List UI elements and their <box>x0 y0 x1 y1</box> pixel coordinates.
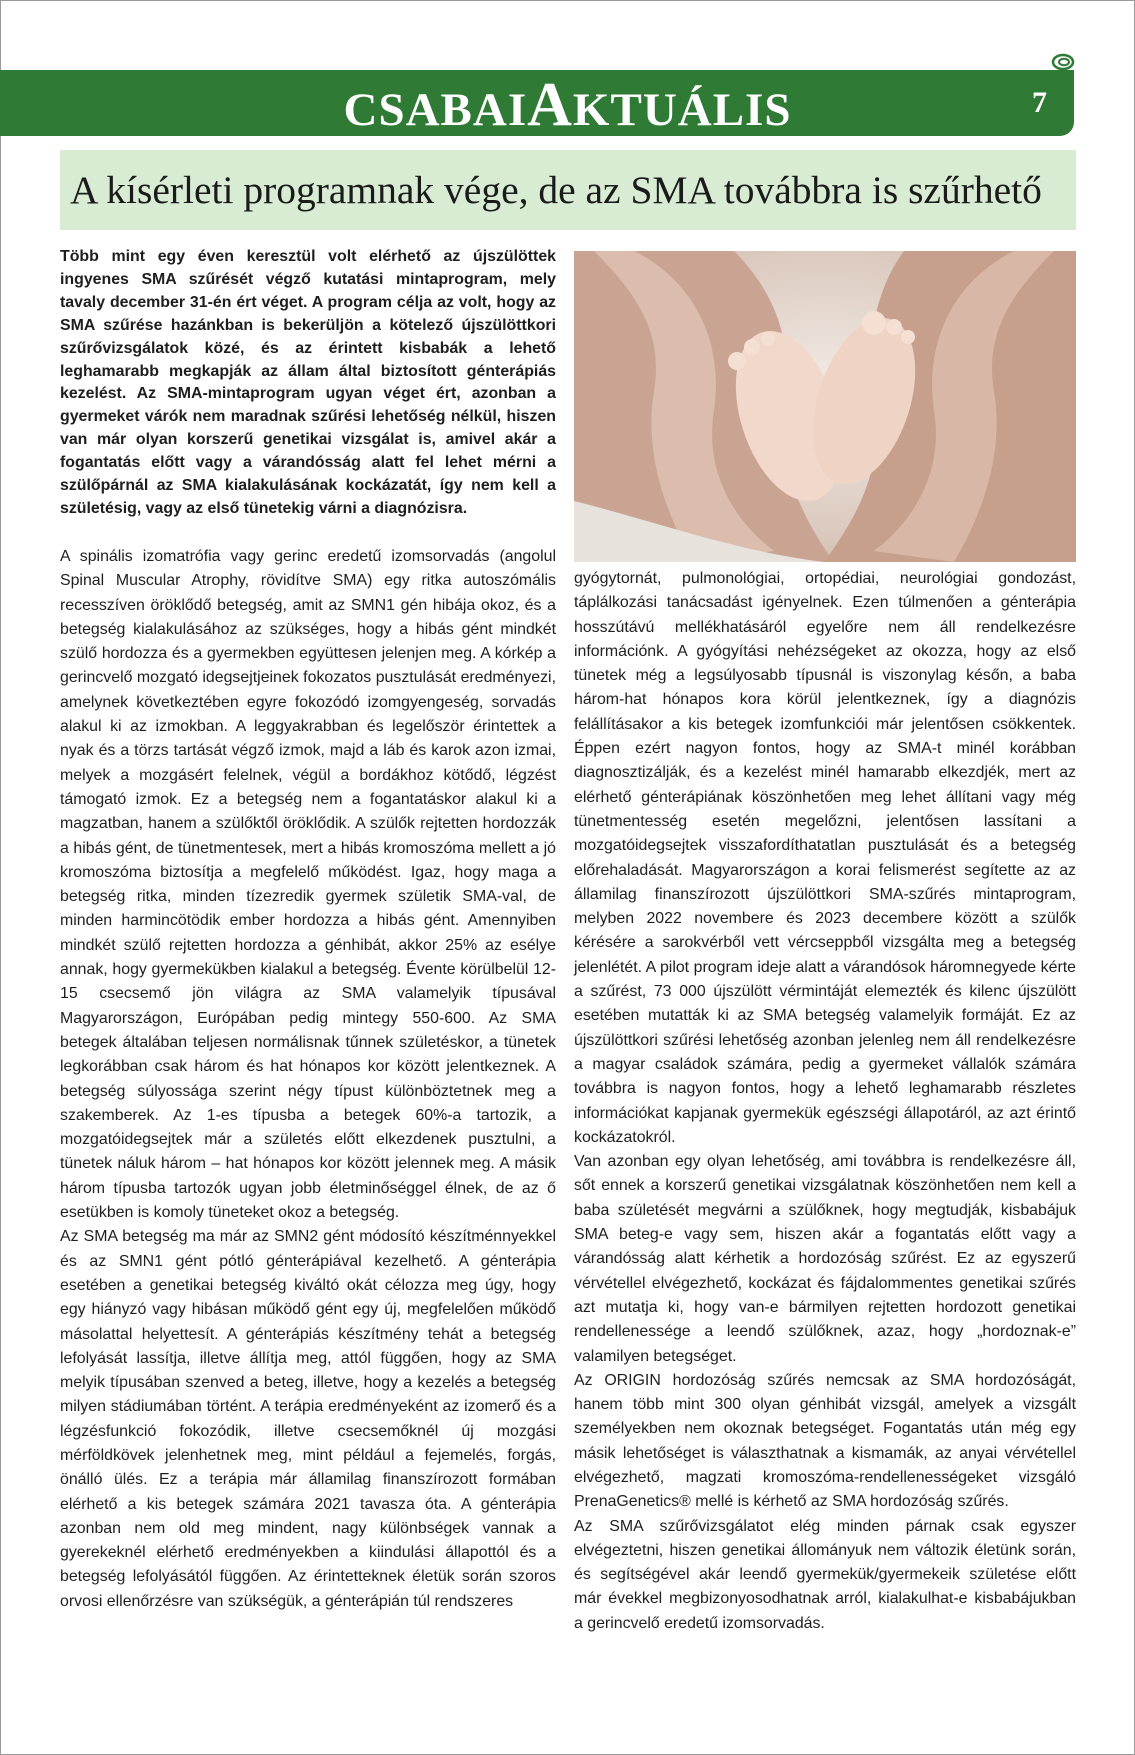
magazine-title <box>0 70 1135 145</box>
baby-feet-photo <box>574 251 1076 562</box>
paragraph: Van azonban egy olyan lehetőség, ami továbbra is rendelkezésre áll, sőt ennek a korszerű genetikai vizsgálatnak köszönhetően nem kell a baba születését megvárni a szülőknek, hogy megtudják, kisbabájuk SMA beteg-e vagy sem, hiszen akár a fogantatás előtt vagy a várandósság alatt kérhetik a hordozóság szűrést. Ez az egyszerű vérvétellel elvégezhető, kockázat és fájdalommentes genetikai szűrés azt mutatja ki, hogy van-e bármilyen rejtetten hordozott genetikai rendellenessége a leendő szülőknek, azaz, hogy „hordoznak-e” valamilyen betegséget. <box>574 1153 1076 1365</box>
page-number: 7 <box>1032 86 1047 119</box>
paragraph: A spinális izomatrófia vagy gerinc eredetű izomsorvadás (angolul Spinal Muscular Atrophy, rövidítve SMA) egy ritka autoszómális recesszíven öröklődő betegség, amit az SMN1 gén hibája okoz, és a betegség kialakulásához az szükséges, hogy a hibás gént mindkét szülő hordozza és a gyermekben együttesen jelenjen meg. A kórkép a gerincvelő mozgató idegsejtjeinek fokozatos pusztulását eredményezi, amelynek következtében egyre fokozódó izomgyengeség, sorvadás alakul ki az izmokban. A leggyakrabban és legelőször érintettek a nyak és a törzs tartását végző izmok, majd a láb és karok azon izmai, melyek a mozgásért felelnek, végül a bordákhoz kötődő, légzést támogató izmok. Ez a betegség nem a fogantatáskor alakul ki a magzatban, hanem a szülőktől öröklődik. A szülők rejtetten hordozzák a hibás gént, de tünetmentesek, mert a hibás kromoszóma mellett a jó kromoszóma biztosítja a megfelelő működést. Igaz, hogy maga a betegség ritka, minden tízezredik gyermek születik SMA-val, de minden harmincötödik ember hordozza a hibás gént. Amennyiben mindkét szülő rejtetten hordozza a génhibát, akkor 25% az esélye annak, hogy gyermekükben kialakul a betegség. Évente körülbelül 12-15 csecsemő jön világra az SMA valamelyik típusával Magyarországon, Európában pedig mintegy 550-600. Az SMA betegek általában teljesen normálisnak tűnnek születéskor, a tünetek legkorábban csak három és hat hónapos kor között jelentkeznek. A betegség súlyossága szerint négy típust különböztetnek meg a szakemberek. Az 1-es típusba a betegek 60%-a tartozik, a mozgatóidegsejtek már a születés előtt elkezdenek pusztulni, a tünetek náluk három – hat hónapos kor között jelennek meg. A másik három típusba tartozók ugyan jobb életminőséggel élnek, de az ő esetükben is komoly tüneteket okoz a betegség. <box>60 548 556 1222</box>
title-part2: KTUÁLIS <box>572 84 792 136</box>
article-headline: A kísérleti programnak vége, de az SMA továbbra is szűrhető <box>70 168 1042 212</box>
right-column <box>574 567 1076 1636</box>
paragraph: Az SMA szűrővizsgálatot elég minden párnak csak egyszer elvégeztetni, hiszen genetikai állományuk nem változik életünk során, és segítségével akár leendő gyermekük/gyermekeik születése előtt már évekkel megbizonyosodhatnak arról, kialakulhat-e kisbabájukban a gerincvelő eredetű izomsorvadás. <box>574 1517 1076 1632</box>
swirl-icon <box>1050 52 1076 72</box>
paragraph: Az SMA betegség ma már az SMN2 gént módosító készítménnyekkel és az SMN1 gént pótló génterápiával kezelhető. A génterápia esetében a genetikai betegség kiváltó okát célozza meg úgy, hogy egy hiányzó vagy hibásan működő gént egy új, megfelelően működő másolattal helyettesít. A génterápiás készítmény tehát a betegség lefolyását lassítja, illetve állítja meg, attól függően, hogy az SMA melyik típusában szenved a beteg, illetve, hogy a kezelés a betegség milyen stádiumában történt. A terápia eredményeként az izomerő és a légzésfunkció fokozódik, illetve csecsemőknél új mozgási mérföldkövek jelenhetnek meg, mint például a fejemelés, forgás, önálló ülés. Ez a terápia már államilag finanszírozott formában elérhető a kis betegek számára 2021 tavasza óta. A génterápia azonban nem old meg mindent, nagy különbségek vannak a gyerekeknél elérhető eredményekben a kiindulási állapottól és a betegség lefolyásától függően. Az érintetteknek életük során szoros orvosi ellenőrzésre van szükségük, a génterápián túl rendszeres <box>60 1228 556 1610</box>
article-lead: Több mint egy éven keresztül volt elérhető az újszülöttek ingyenes SMA szűrését végző kutatási mintaprogram, mely tavaly december 31-én ért véget. A program célja az volt, hogy az SMA szűrése hazánkban is bekerüljön a kötelező újszülöttkori szűrővizsgálatok közé, és az érintett kisbabák a lehető leghamarabb megkapják az állam által biztosított génterápiás kezelést. Az SMA-mintaprogram ugyan véget ért, azonban a gyermeket várók nem maradnak szűrési lehetőség nélkül, hiszen van már olyan korszerű genetikai vizsgálat is, amivel akár a fogantatás előtt vagy a várandósság alatt fel lehet mérni a szülőpárnál az SMA kialakulásának kockázatát, így nem kell a születésig, vagy az első tünetekig várni a diagnózisra. <box>60 248 556 517</box>
title-part1: CSABAI <box>343 84 528 136</box>
title-big-letter: A <box>527 71 573 139</box>
left-column <box>60 545 556 1614</box>
paragraph: Az ORIGIN hordozóság szűrés nemcsak az SMA hordozóságát, hanem több mint 300 olyan génhibát vizsgál, amelyek a vizsgált személyekben nem okoznak betegséget. Fogantatás után még egy másik lehetőséget is választhatnak a kismamák, az anyai vérvétellel elvégezhető, magzati kromoszóma-rendellenességeket vizsgáló PrenaGenetics® mellé is kérhető az SMA hordozóság szűrés. <box>574 1371 1076 1511</box>
paragraph: gyógytornát, pulmonológiai, ortopédiai, neurológiai gondozást, táplálkozási tanácsadást igényelnek. Ezen túlmenően a génterápia hosszútávú mellékhatásáról egyelőre nem áll rendelkezésre információnk. A gyógyítási nehézségeket az okozza, hogy az első tünetek még a legsúlyosabb típusnál is viszonylag későn, a baba három-hat hónapos kora körül jelentkeznek, így a diagnózis felállításakor a kis betegek izomfunkciói már jelentősen csökkentek. Éppen ezért nagyon fontos, hogy az SMA-t minél korábban diagnosztizálják, és a kezelést minél hamarabb elkezdjék, mert az elérhető génterápiának köszönhetően meg lehet állítani vagy még tünetmentesség esetén megelőzni, jelentősen lassítani a mozgatóidegsejtek visszafordíthatatlan pusztulását és a betegség előrehaladását. Magyarországon a korai felismerést segítette az az államilag finanszírozott újszülöttkori SMA-szűrés mintaprogram, melyben 2022 novembere és 2023 decembere között a szülők kérésére a sarokvérből vett vércseppből vizsgálta meg a betegség jelenlétét. A pilot program ideje alatt a várandósok háromnegyede kérte a szűrést, 73 000 újszülött vérmintáját elemezték és kilenc újszülött esetében mutatták ki az SMA betegség valamelyik formáját. Ez az újszülöttkori szűrési lehetőség azonban jelenleg nem áll rendelkezésre a magyar családok számára, pedig a gyermeket vállalók számára továbbra is nagyon fontos, hogy a lehető leghamarabb részletes információkat kapjanak gyermekük egészségi állapotáról, az azt érintő kockázatokról. <box>574 570 1076 1146</box>
photo-illustration <box>574 251 1076 562</box>
